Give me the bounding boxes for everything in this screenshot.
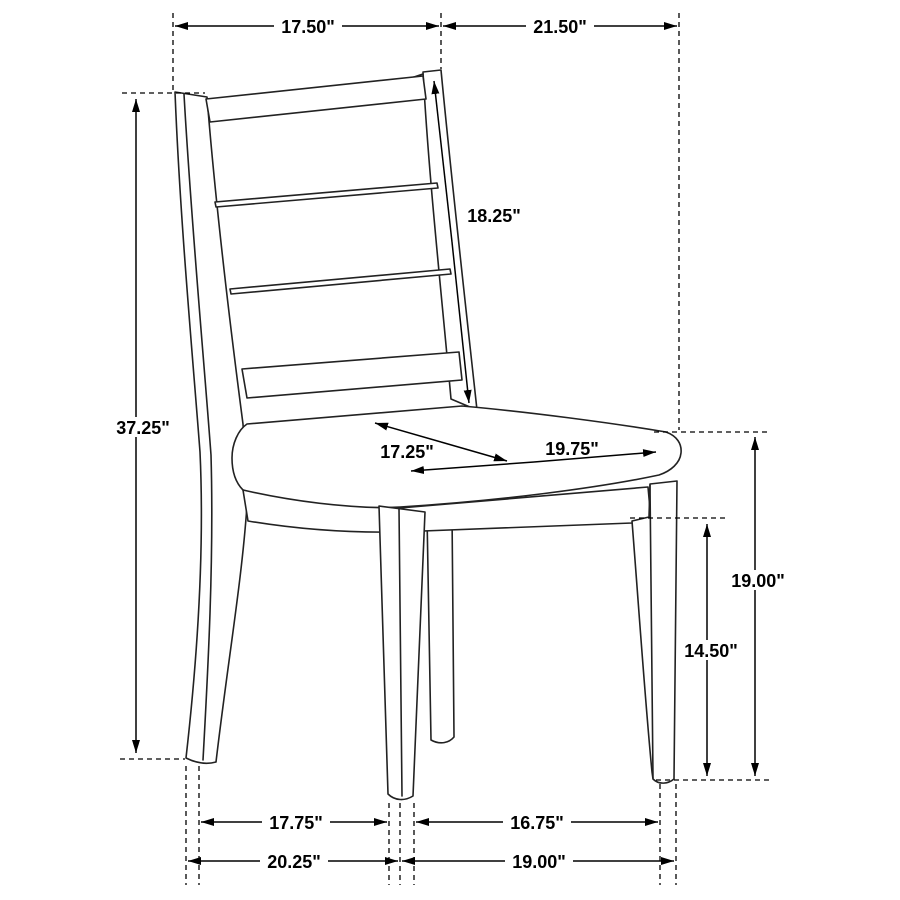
dimension-bottom-outer-left: [188, 851, 398, 872]
dimension-label: 17.50": [281, 17, 335, 37]
dimension-label: 19.75": [545, 439, 599, 459]
extension-lines-bottom-center: [389, 803, 414, 885]
dimension-label: 37.25": [116, 418, 170, 438]
chair-drawing: [175, 70, 681, 800]
dimension-label: 19.00": [731, 571, 785, 591]
dimension-leg-height: [677, 524, 745, 776]
dimension-label: 16.75": [510, 813, 564, 833]
extension-lines-bottom-left: [186, 766, 199, 885]
chair-front-right-leg: [632, 481, 677, 783]
dimension-bottom-outer-right: [402, 851, 674, 872]
dimension-label: 14.50": [684, 641, 738, 661]
chair-back-slat-2: [230, 269, 451, 294]
chair-rear-left-post-leg: [175, 92, 247, 763]
dimension-top-right: [443, 16, 677, 37]
dimension-label: 19.00": [512, 852, 566, 872]
dimension-label: 20.25": [267, 852, 321, 872]
dimension-bottom-inner-right: [416, 812, 658, 833]
chair-back-slat-1: [215, 183, 438, 207]
chair-rear-right-leg: [427, 512, 454, 743]
dimension-label: 21.50": [533, 17, 587, 37]
dimension-seat-height: [724, 437, 792, 776]
dimension-label: 17.75": [269, 813, 323, 833]
dimension-label: 17.25": [380, 442, 434, 462]
dimension-top-left: [175, 16, 439, 37]
dimension-overall-height: [109, 99, 177, 753]
chair-back-bottom-rail: [242, 352, 462, 398]
extension-lines-bottom-right: [660, 784, 676, 885]
dimension-bottom-inner-left: [201, 812, 387, 833]
chair-back-top-rail: [206, 76, 426, 122]
dimension-label: 18.25": [467, 206, 521, 226]
